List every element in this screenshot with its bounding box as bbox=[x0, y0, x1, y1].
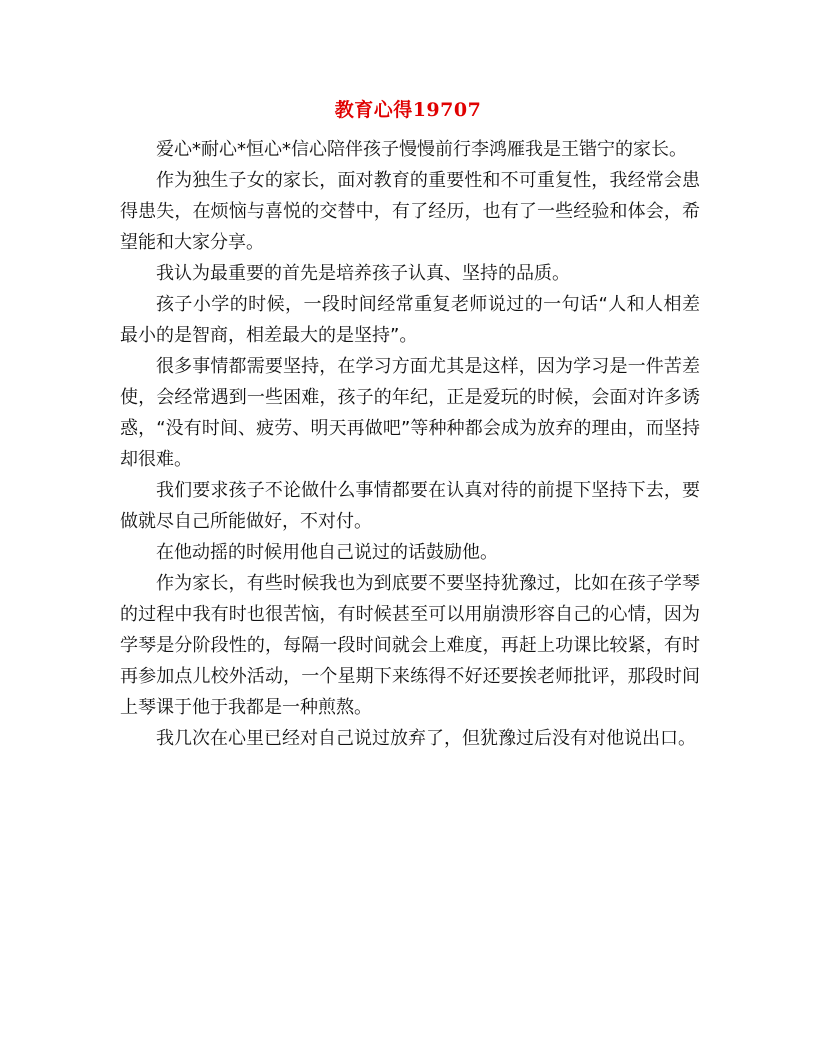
document-title: 教育心得19707 bbox=[334, 99, 482, 121]
paragraph-7: 在他动摇的时候用他自己说过的话鼓励他。 bbox=[156, 542, 498, 563]
document-body bbox=[120, 134, 700, 754]
paragraph-5: 很多事情都需要坚持，在学习方面尤其是这样，因为学习是一件苦差使，会经常遇到一些困难，孩子的年纪，正是爱玩的时候，会面对许多诱惑，“没有时间、疲劳、明天再做吧”等种种都会成为放弃的理由，而坚持却很难。 bbox=[120, 356, 700, 470]
paragraph-9: 我几次在心里已经对自己说过放弃了，但犹豫过后没有对他说出口。 bbox=[156, 728, 696, 749]
paragraph-4: 孩子小学的时候，一段时间经常重复老师说过的一句话“人和人相差最小的是智商，相差最大的是坚持”。 bbox=[120, 294, 700, 346]
paragraph-6: 我们要求孩子不论做什么事情都要在认真对待的前提下坚持下去，要做就尽自己所能做好，不对付。 bbox=[120, 480, 700, 532]
paragraph-3: 我认为最重要的首先是培养孩子认真、坚持的品质。 bbox=[156, 263, 570, 284]
paragraph-1: 爱心*耐心*恒心*信心陪伴孩子慢慢前行李鸿雁我是王锴宁的家长。 bbox=[156, 139, 687, 160]
paragraph-8: 作为家长，有些时候我也为到底要不要坚持犹豫过，比如在孩子学琴的过程中我有时也很苦恼，有时候甚至可以用崩溃形容自己的心情，因为学琴是分阶段性的，每隔一段时间就会上难度，再赶上功课比较紧，有时再参加点儿校外活动，一个星期下来练得不好还要挨老师批评，那段时间上琴课于他于我都是一种煎熬。 bbox=[120, 573, 700, 718]
paragraph-2: 作为独生子女的家长，面对教育的重要性和不可重复性，我经常会患得患失，在烦恼与喜悦的交替中，有了经历，也有了一些经验和体会，希望能和大家分享。 bbox=[120, 170, 700, 253]
